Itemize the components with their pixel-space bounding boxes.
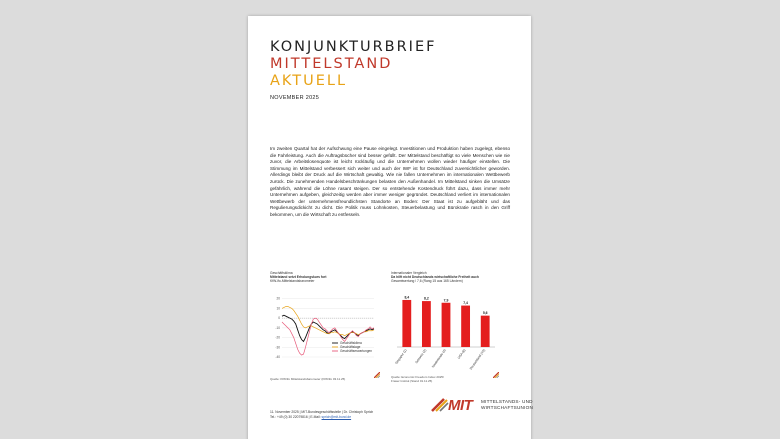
chart2-source-2: Fraser Institut (Stand 01.11.25): [391, 379, 433, 383]
footer-line-1: 11. November 2025 | MIT-Bundesgeschäftsstelle | Dr. Christoph Sprich: [270, 410, 374, 414]
category-label: Singapur (1): [394, 348, 408, 365]
footer-contact: [270, 410, 410, 419]
body-paragraph: Im zweiten Quartal hat der Aufschwung eine Pause eingelegt. Investitionen und Produktion haben zugelegt, ebenso die Fahrleistung. Auch die Auftragsbücher sind besser gefüllt. Der Mittelstand beschäftigt so viele Menschen wie nie zuvor, die Arbeitslosenquote ist leicht rückläufig und die Unternehmen wollen wieder häufiger einstellen. Die Stimmung im Mittelstand verbessert sich weiter und auch der IWF ist für Deutschland zuversichtlicher geworden. Allerdings bleibt der Druck auf die Wirtschaft gewaltig. Wie nie fallen Unternehmen im internationalen Wettbewerb zurück. Die zunehmenden Handelsbeschränkungen belasten den Außenhandel. Im Mittelstand sinken die Umsätze gefährlich, während die Löhne rasant steigen. Der so entstehende Kostendruck führt dazu, dass immer mehr Unternehmen aufgeben, gleichzeitig werden aber immer weniger gegründet. Deutschland verliert im internationalen Wettbewerb der unternehmensfreundlichsten Standorte an Boden: Der Staat ist zu aufgebläht und das Regulierungsdickicht zu dicht. Die Politik muss Lohnkosten, Steuerbelastung und Bürokratie rasch in den Griff bekommen, um die Wirtschaft zu entfesseln.: [270, 146, 510, 217]
line-chart-svg: [270, 285, 388, 375]
footer-email-link[interactable]: sprich@mit-bund.de: [321, 414, 352, 419]
y-tick-label: -20: [275, 335, 280, 340]
y-tick-label: 10: [276, 306, 280, 311]
y-tick-label: -30: [275, 345, 280, 350]
chart1-heading-2: Mittelstand setzt Erholungskurs fort: [270, 275, 327, 279]
bar-value-label: 7,4: [463, 301, 468, 306]
mit-logo: [431, 396, 534, 418]
chart1-source: Quelle: KfW/ifo Mittelstandsbarometer (KfW/ifo 03.11.25): [270, 377, 346, 381]
chart2-source-1: Quelle: Economic Freedom Index 2025/: [391, 375, 444, 379]
y-tick-label: 0: [278, 316, 280, 321]
category-label: Schweiz (2): [414, 348, 428, 365]
category-label: USA (6): [456, 348, 467, 360]
document-page: [248, 16, 534, 439]
bar: [442, 303, 451, 347]
category-label: Deutschland (15): [468, 348, 487, 371]
title-line-2: MITTELSTAND: [270, 56, 393, 72]
chart2-heading-3: Gesamtwertung / 7,6 (Rang 15 aus 165 Ländern): [391, 279, 463, 283]
mit-mini-logo-icon: [374, 372, 380, 378]
issue-date: NOVEMBER 2025: [270, 95, 320, 101]
y-tick-label: -10: [275, 325, 280, 330]
chart-business-climate: [270, 271, 388, 386]
chart2-heading-1: Internationaler Vergleich: [391, 271, 427, 275]
y-tick-label: -40: [275, 355, 280, 359]
legend-label: Geschäftslage: [340, 345, 361, 349]
footer-phone: Tel.: +49 (0) 30 22079816 | E-Mail:: [270, 414, 322, 419]
mit-subtitle-1: MITTELSTANDS- UND: [481, 399, 533, 404]
bar: [461, 306, 470, 347]
bar-value-label: 5,6: [482, 311, 488, 316]
chart-economic-freedom: [391, 271, 508, 386]
title-line-1: KONJUNKTURBRIEF: [270, 39, 437, 55]
mit-subtitle: [481, 399, 533, 411]
bar-value-label: 7,9: [443, 298, 449, 303]
bar-value-label: 8,4: [404, 295, 410, 300]
footer-line-2: [270, 415, 410, 420]
bar: [481, 316, 490, 347]
chart1-heading-1: Geschäftsklima: [270, 271, 293, 275]
bar: [422, 301, 431, 347]
title-line-3: AKTUELL: [270, 73, 348, 89]
bar-chart-svg: [391, 285, 508, 377]
mit-mini-logo-icon: [493, 372, 499, 378]
legend-label: Geschäftsklima: [340, 341, 362, 345]
y-tick-label: 20: [276, 296, 280, 301]
category-label: Niederlande (4): [430, 348, 447, 369]
mit-subtitle-2: WIRTSCHAFTSUNION: [481, 405, 534, 410]
chart1-heading-3: KfW-ifo-Mittelstandsbarometer: [270, 279, 315, 283]
bar-value-label: 8,2: [424, 296, 429, 301]
bar: [402, 300, 411, 347]
mit-wordmark: MIT: [448, 397, 473, 414]
legend-label: Geschäftserwartungen: [340, 349, 373, 353]
mit-logo-mark-icon: [431, 398, 449, 412]
chart2-heading-2: Da hilft nicht Deutschlands wirtschaftliche Freiheit auch: [391, 275, 479, 279]
